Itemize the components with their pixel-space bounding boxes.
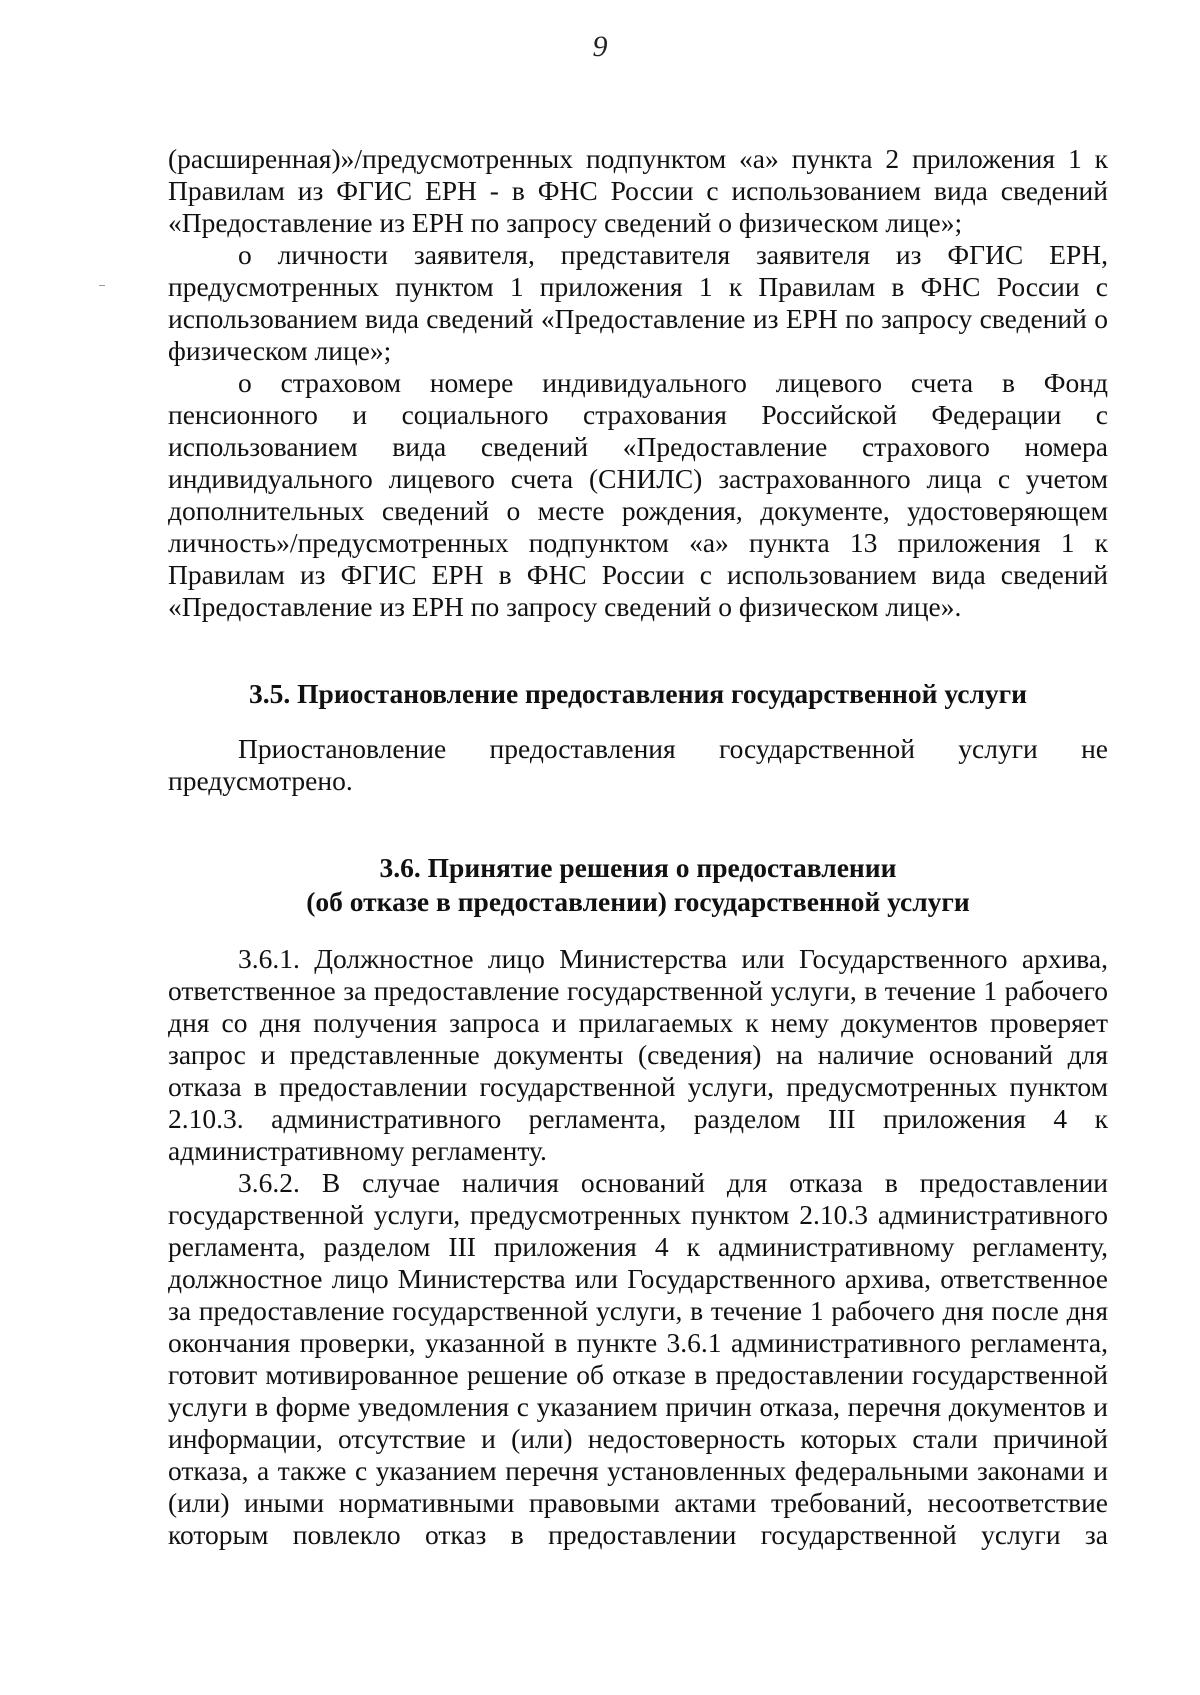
spacer xyxy=(168,711,1108,733)
paragraph-snils: о страховом номере индивидуального лицевого счета в Фонд пенсионного и социального страхования Российской Федерации с использованием вида сведений «Предоставление страхового номера индивидуального лицевого счета (СНИЛС) застрахованного лица с учетом дополнительных сведений о месте рождения, документе, удостоверяющем личность»/предусмотренных подпунктом «а» пункта 13 приложения 1 к Правилам из ФГИС ЕРН в ФНС России с использованием вида сведений «Предоставление из ЕРН по запросу сведений о физическом лице». xyxy=(168,367,1108,622)
paragraph-continuation: (расширенная)»/предусмотренных подпунктом «а» пункта 2 приложения 1 к Правилам из ФГИС ЕРН - в ФНС России с использованием вида сведений «Предоставление из ЕРН по запросу сведений о физическом лице»; xyxy=(168,143,1108,238)
spacer xyxy=(168,919,1108,943)
page-number: 9 xyxy=(592,30,608,63)
paragraph-3-6-1: 3.6.1. Должностное лицо Министерства или Государственного архива, ответственное за предоставление государственной услуги, в течение 1 рабочего дня со дня получения запроса и прилагаемых к нему документов проверяет запрос и представленные документы (сведения) на наличие оснований для отказа в предоставлении государственной услуги, предусмотренных пунктом 2.10.3. административного регламента, разделом III приложения 4 к административному регламенту. xyxy=(168,943,1108,1166)
section-3-6-heading-line2: (об отказе в предоставлении) государственной услуги xyxy=(306,886,970,917)
section-3-5-text: Приостановление предоставления государственной услуги не предусмотрено. xyxy=(168,733,1108,796)
scan-margin-mark xyxy=(99,285,105,286)
section-3-5-heading: 3.5. Приостановление предоставления государственной услуги xyxy=(249,678,1027,709)
paragraph-identity: о личности заявителя, представителя заявителя из ФГИС ЕРН, предусмотренных пунктом 1 приложения 1 к Правилам в ФНС России с использованием вида сведений «Предоставление из ЕРН по запросу сведений о физическом лице»; xyxy=(168,239,1108,366)
document-body xyxy=(168,143,1108,1551)
section-3-6-heading-line1: 3.6. Принятие решения о предоставлении xyxy=(379,852,897,883)
spacer xyxy=(168,797,1108,851)
paragraph-3-6-2: 3.6.2. В случае наличия оснований для отказа в предоставлении государственной услуги, предусмотренных пунктом 2.10.3 административного регламента, разделом III приложения 4 к административному регламенту, должностное лицо Министерства или Государственного архива, ответственное за предоставление государственной услуги, в течение 1 рабочего дня после дня окончания проверки, указанной в пункте 3.6.1 административного регламента, готовит мотивированное решение об отказе в предоставлении государственной услуги в форме уведомления с указанием причин отказа, перечня документов и информации, отсутствие и (или) недостоверность которых стали причиной отказа, а также с указанием перечня установленных федеральными законами и (или) иными нормативными правовыми актами требований, несоответствие которым повлекло отказ в предоставлении государственной услуги за xyxy=(168,1167,1108,1550)
section-3-6-heading xyxy=(168,851,1108,919)
spacer xyxy=(168,623,1108,677)
